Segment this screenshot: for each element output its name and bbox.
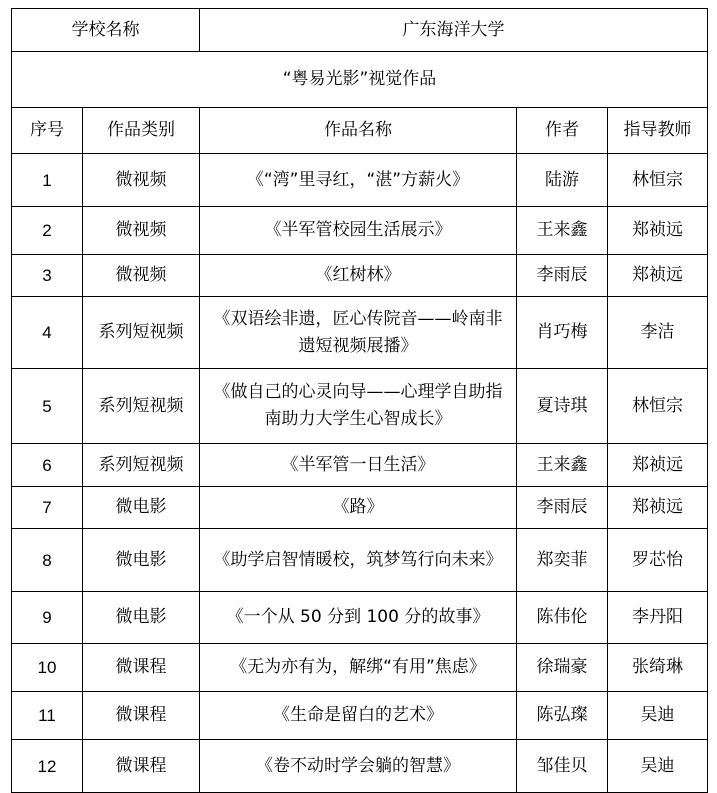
cell-no: 6	[12, 444, 83, 487]
cell-title: 《一个从 50 分到 100 分的故事》	[200, 592, 517, 644]
cell-category: 微视频	[83, 207, 200, 255]
cell-author: 陈弘璨	[517, 692, 608, 740]
cell-author: 夏诗琪	[517, 369, 608, 444]
cell-category: 微电影	[83, 529, 200, 592]
table-row	[12, 369, 708, 444]
cell-author: 李雨辰	[517, 255, 608, 297]
table-row	[12, 692, 708, 740]
cell-advisor: 郑祯远	[608, 444, 708, 487]
table-row	[12, 444, 708, 487]
cell-category: 系列短视频	[83, 297, 200, 369]
cell-category: 微视频	[83, 255, 200, 297]
cell-advisor: 郑祯远	[608, 207, 708, 255]
table-row	[12, 644, 708, 692]
cell-title: 《“湾”里寻红，“湛”方薪火》	[200, 154, 517, 207]
title-row	[12, 52, 708, 108]
cell-no: 3	[12, 255, 83, 297]
table-row	[12, 487, 708, 529]
cell-author: 邹佳贝	[517, 740, 608, 793]
cell-author: 陆游	[517, 154, 608, 207]
table-body	[12, 154, 708, 793]
cell-author: 徐瑞豪	[517, 644, 608, 692]
cell-title: 《助学启智情暖校，筑梦笃行向未来》	[200, 529, 517, 592]
cell-author: 李雨辰	[517, 487, 608, 529]
cell-title: 《生命是留白的艺术》	[200, 692, 517, 740]
cell-title: 《卷不动时学会躺的智慧》	[200, 740, 517, 793]
cell-no: 9	[12, 592, 83, 644]
table-row	[12, 207, 708, 255]
cell-category: 微课程	[83, 644, 200, 692]
cell-category: 微课程	[83, 740, 200, 793]
cell-no: 5	[12, 369, 83, 444]
cell-no: 11	[12, 692, 83, 740]
cell-advisor: 李洁	[608, 297, 708, 369]
cell-category: 微电影	[83, 592, 200, 644]
cell-title: 《半军管校园生活展示》	[200, 207, 517, 255]
table-row	[12, 297, 708, 369]
cell-no: 12	[12, 740, 83, 793]
school-name: 广东海洋大学	[200, 9, 708, 52]
header-title: 作品名称	[200, 108, 517, 154]
cell-author: 王来鑫	[517, 207, 608, 255]
cell-no: 8	[12, 529, 83, 592]
table-row	[12, 255, 708, 297]
table-row	[12, 592, 708, 644]
cell-advisor: 郑祯远	[608, 255, 708, 297]
table-row	[12, 529, 708, 592]
cell-category: 微视频	[83, 154, 200, 207]
cell-category: 微课程	[83, 692, 200, 740]
cell-category: 系列短视频	[83, 444, 200, 487]
cell-advisor: 李丹阳	[608, 592, 708, 644]
cell-category: 系列短视频	[83, 369, 200, 444]
cell-title: 《做自己的心灵向导——心理学自助指南助力大学生心智成长》	[200, 369, 517, 444]
header-author: 作者	[517, 108, 608, 154]
school-row	[12, 9, 708, 52]
table-row	[12, 740, 708, 793]
cell-title: 《半军管一日生活》	[200, 444, 517, 487]
cell-title: 《路》	[200, 487, 517, 529]
cell-author: 王来鑫	[517, 444, 608, 487]
cell-title: 《无为亦有为，解绑“有用”焦虑》	[200, 644, 517, 692]
table-title: “粤易光影”视觉作品	[12, 52, 708, 108]
cell-no: 10	[12, 644, 83, 692]
works-table	[11, 8, 708, 793]
cell-no: 1	[12, 154, 83, 207]
cell-no: 7	[12, 487, 83, 529]
cell-title: 《双语绘非遗，匠心传院音——岭南非遗短视频展播》	[200, 297, 517, 369]
cell-no: 4	[12, 297, 83, 369]
cell-advisor: 郑祯远	[608, 487, 708, 529]
cell-advisor: 林恒宗	[608, 369, 708, 444]
cell-advisor: 吴迪	[608, 740, 708, 793]
cell-author: 肖巧梅	[517, 297, 608, 369]
header-category: 作品类别	[83, 108, 200, 154]
cell-no: 2	[12, 207, 83, 255]
cell-title: 《红树林》	[200, 255, 517, 297]
cell-author: 郑奕菲	[517, 529, 608, 592]
cell-advisor: 林恒宗	[608, 154, 708, 207]
cell-category: 微电影	[83, 487, 200, 529]
header-no: 序号	[12, 108, 83, 154]
cell-advisor: 张绮琳	[608, 644, 708, 692]
cell-advisor: 罗芯怡	[608, 529, 708, 592]
school-label: 学校名称	[12, 9, 200, 52]
cell-author: 陈伟伦	[517, 592, 608, 644]
cell-advisor: 吴迪	[608, 692, 708, 740]
table-row	[12, 154, 708, 207]
header-advisor: 指导教师	[608, 108, 708, 154]
header-row	[12, 108, 708, 154]
